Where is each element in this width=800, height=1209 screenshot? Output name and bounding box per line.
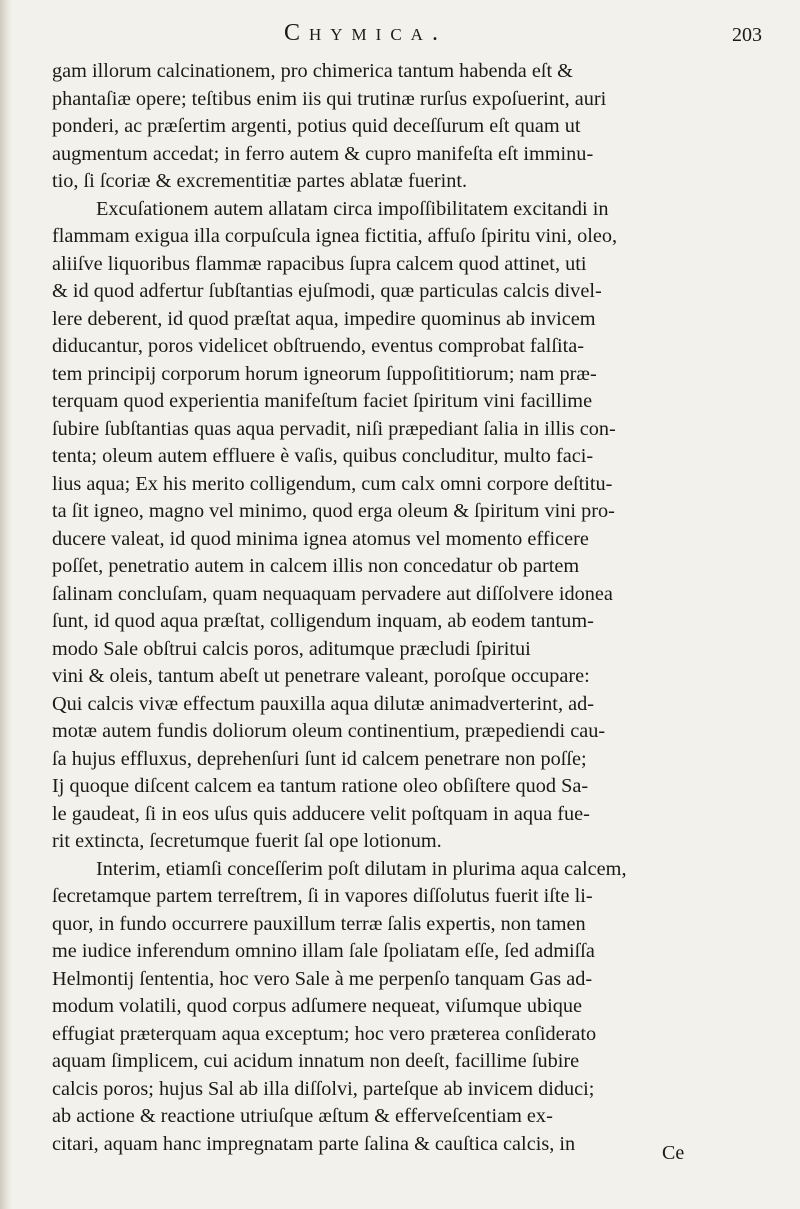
- catchword: Ce: [662, 1142, 685, 1164]
- text-line: ſecretamque partem terreſtrem, ſi in vapores diſſolutus fuerit iſte li-: [52, 885, 593, 907]
- text-line: terquam quod experientia manifeſtum faciet ſpiritum vini facillime: [52, 390, 593, 412]
- text-line: ſubire ſubſtantias quas aqua pervadit, niſi præpediant ſalia in illis con-: [52, 417, 616, 440]
- text-line: calcis poros; hujus Sal ab illa diſſolvi, parteſque ab invicem diduci;: [52, 1077, 595, 1100]
- text-line: flammam exigua illa corpuſcula ignea fictitia, affuſo ſpiritu vini, oleo,: [52, 225, 618, 247]
- text-line: ſalinam concluſam, quam nequaquam pervadere aut diſſolvere idonea: [52, 582, 613, 605]
- text-line: diducantur, poros videlicet obſtruendo, eventus comprobat falſita-: [52, 335, 584, 357]
- text-line: tenta; oleum autem effluere è vaſis, quibus concluditur, multo faci-: [52, 445, 594, 467]
- book-gutter: [0, 0, 12, 1209]
- text-line: ducere valeat, id quod minima ignea atomus vel momento efficere: [52, 527, 589, 550]
- text-line: gam illorum calcinationem, pro chimerica tantum habenda eſt &: [52, 60, 573, 82]
- text-line: aliiſve liquoribus flammæ rapacibus ſupra calcem quod attinet, uti: [52, 252, 587, 275]
- text-line: ſa hujus effluxus, deprehenſuri ſunt id calcem penetrare non poſſe;: [52, 747, 587, 770]
- text-line: & id quod adfertur ſubſtantias ejuſmodi, quæ particulas calcis divel-: [52, 280, 602, 302]
- text-line: rit extincta, ſecretumque fuerit ſal ope lotionum.: [52, 830, 442, 852]
- text-line: phantaſiæ opere; teſtibus enim iis qui trutinæ rurſus expoſuerint, auri: [52, 87, 607, 110]
- page-number: 203: [732, 24, 762, 46]
- text-line: modum volatili, quod corpus adſumere nequeat, viſumque ubique: [52, 995, 583, 1017]
- text-line: effugiat præterquam aqua exceptum; hoc vero præterea conſiderato: [52, 1022, 597, 1045]
- text-line: ſunt, id quod aqua præſtat, colligendum inquam, ab eodem tantum-: [52, 610, 594, 632]
- text-line: ponderi, ac præſertim argenti, potius quid deceſſurum eſt quam ut: [52, 115, 581, 137]
- text-line: lius aqua; Ex his merito colligendum, cum calx omni corpore deſtitu-: [52, 472, 613, 495]
- text-line: augmentum accedat; in ferro autem & cupro manifeſta eſt imminu-: [52, 142, 594, 165]
- book-page: [52, 14, 762, 1158]
- text-line: ab actione & reactione utriuſque æſtum & efferveſcentiam ex-: [52, 1105, 553, 1127]
- text-line: Qui calcis vivæ effectum pauxilla aqua dilutæ animadverterint, ad-: [52, 692, 594, 715]
- running-head: Chymica.: [284, 20, 447, 46]
- text-line: motæ autem fundis doliorum oleum continentium, præpediendi cau-: [52, 720, 606, 742]
- text-line: vini & oleis, tantum abeſt ut penetrare valeant, poroſque occupare:: [52, 665, 590, 687]
- text-line: aquam ſimplicem, cui acidum innatum non deeſt, facillime ſubire: [52, 1050, 580, 1072]
- text-line: tio, ſi ſcoriæ & excrementitiæ partes ablatæ fuerint.: [52, 170, 468, 192]
- text-line: Interim, etiamſi conceſſerim poſt dilutam in plurima aqua calcem,: [96, 857, 627, 880]
- page-header: [52, 14, 762, 58]
- text-line: quor, in fundo occurrere pauxillum terræ ſalis expertis, non tamen: [52, 912, 586, 935]
- text-line: Ij quoque diſcent calcem ea tantum ratione oleo obſiſtere quod Sa-: [52, 775, 589, 797]
- text-line: lere deberent, id quod præſtat aqua, impedire quominus ab invicem: [52, 307, 596, 330]
- text-line: modo Sale obſtrui calcis poros, aditumque præcludi ſpiritui: [52, 637, 531, 660]
- text-line: me iudice inferendum omnino illam ſale ſpoliatam eſſe, ſed admiſſa: [52, 940, 595, 962]
- text-line: Excuſationem autem allatam circa impoſſibilitatem excitandi in: [96, 197, 609, 220]
- text-line: citari, aquam hanc impregnatam parte ſalina & cauſtica calcis, in: [52, 1132, 576, 1155]
- text-line: le gaudeat, ſi in eos uſus quis adducere velit poſtquam in aqua fue-: [52, 802, 590, 825]
- text-line: ta ſit igneo, magno vel minimo, quod erga oleum & ſpiritum vini pro-: [52, 500, 615, 522]
- text-line: tem principij corporum horum igneorum ſuppoſititiorum; nam præ-: [52, 362, 597, 385]
- body-text: [52, 58, 762, 1158]
- text-line: poſſet, penetratio autem in calcem illis non concedatur ob partem: [52, 555, 580, 577]
- text-line: Helmontij ſententia, hoc vero Sale à me perpenſo tanquam Gas ad-: [52, 967, 593, 990]
